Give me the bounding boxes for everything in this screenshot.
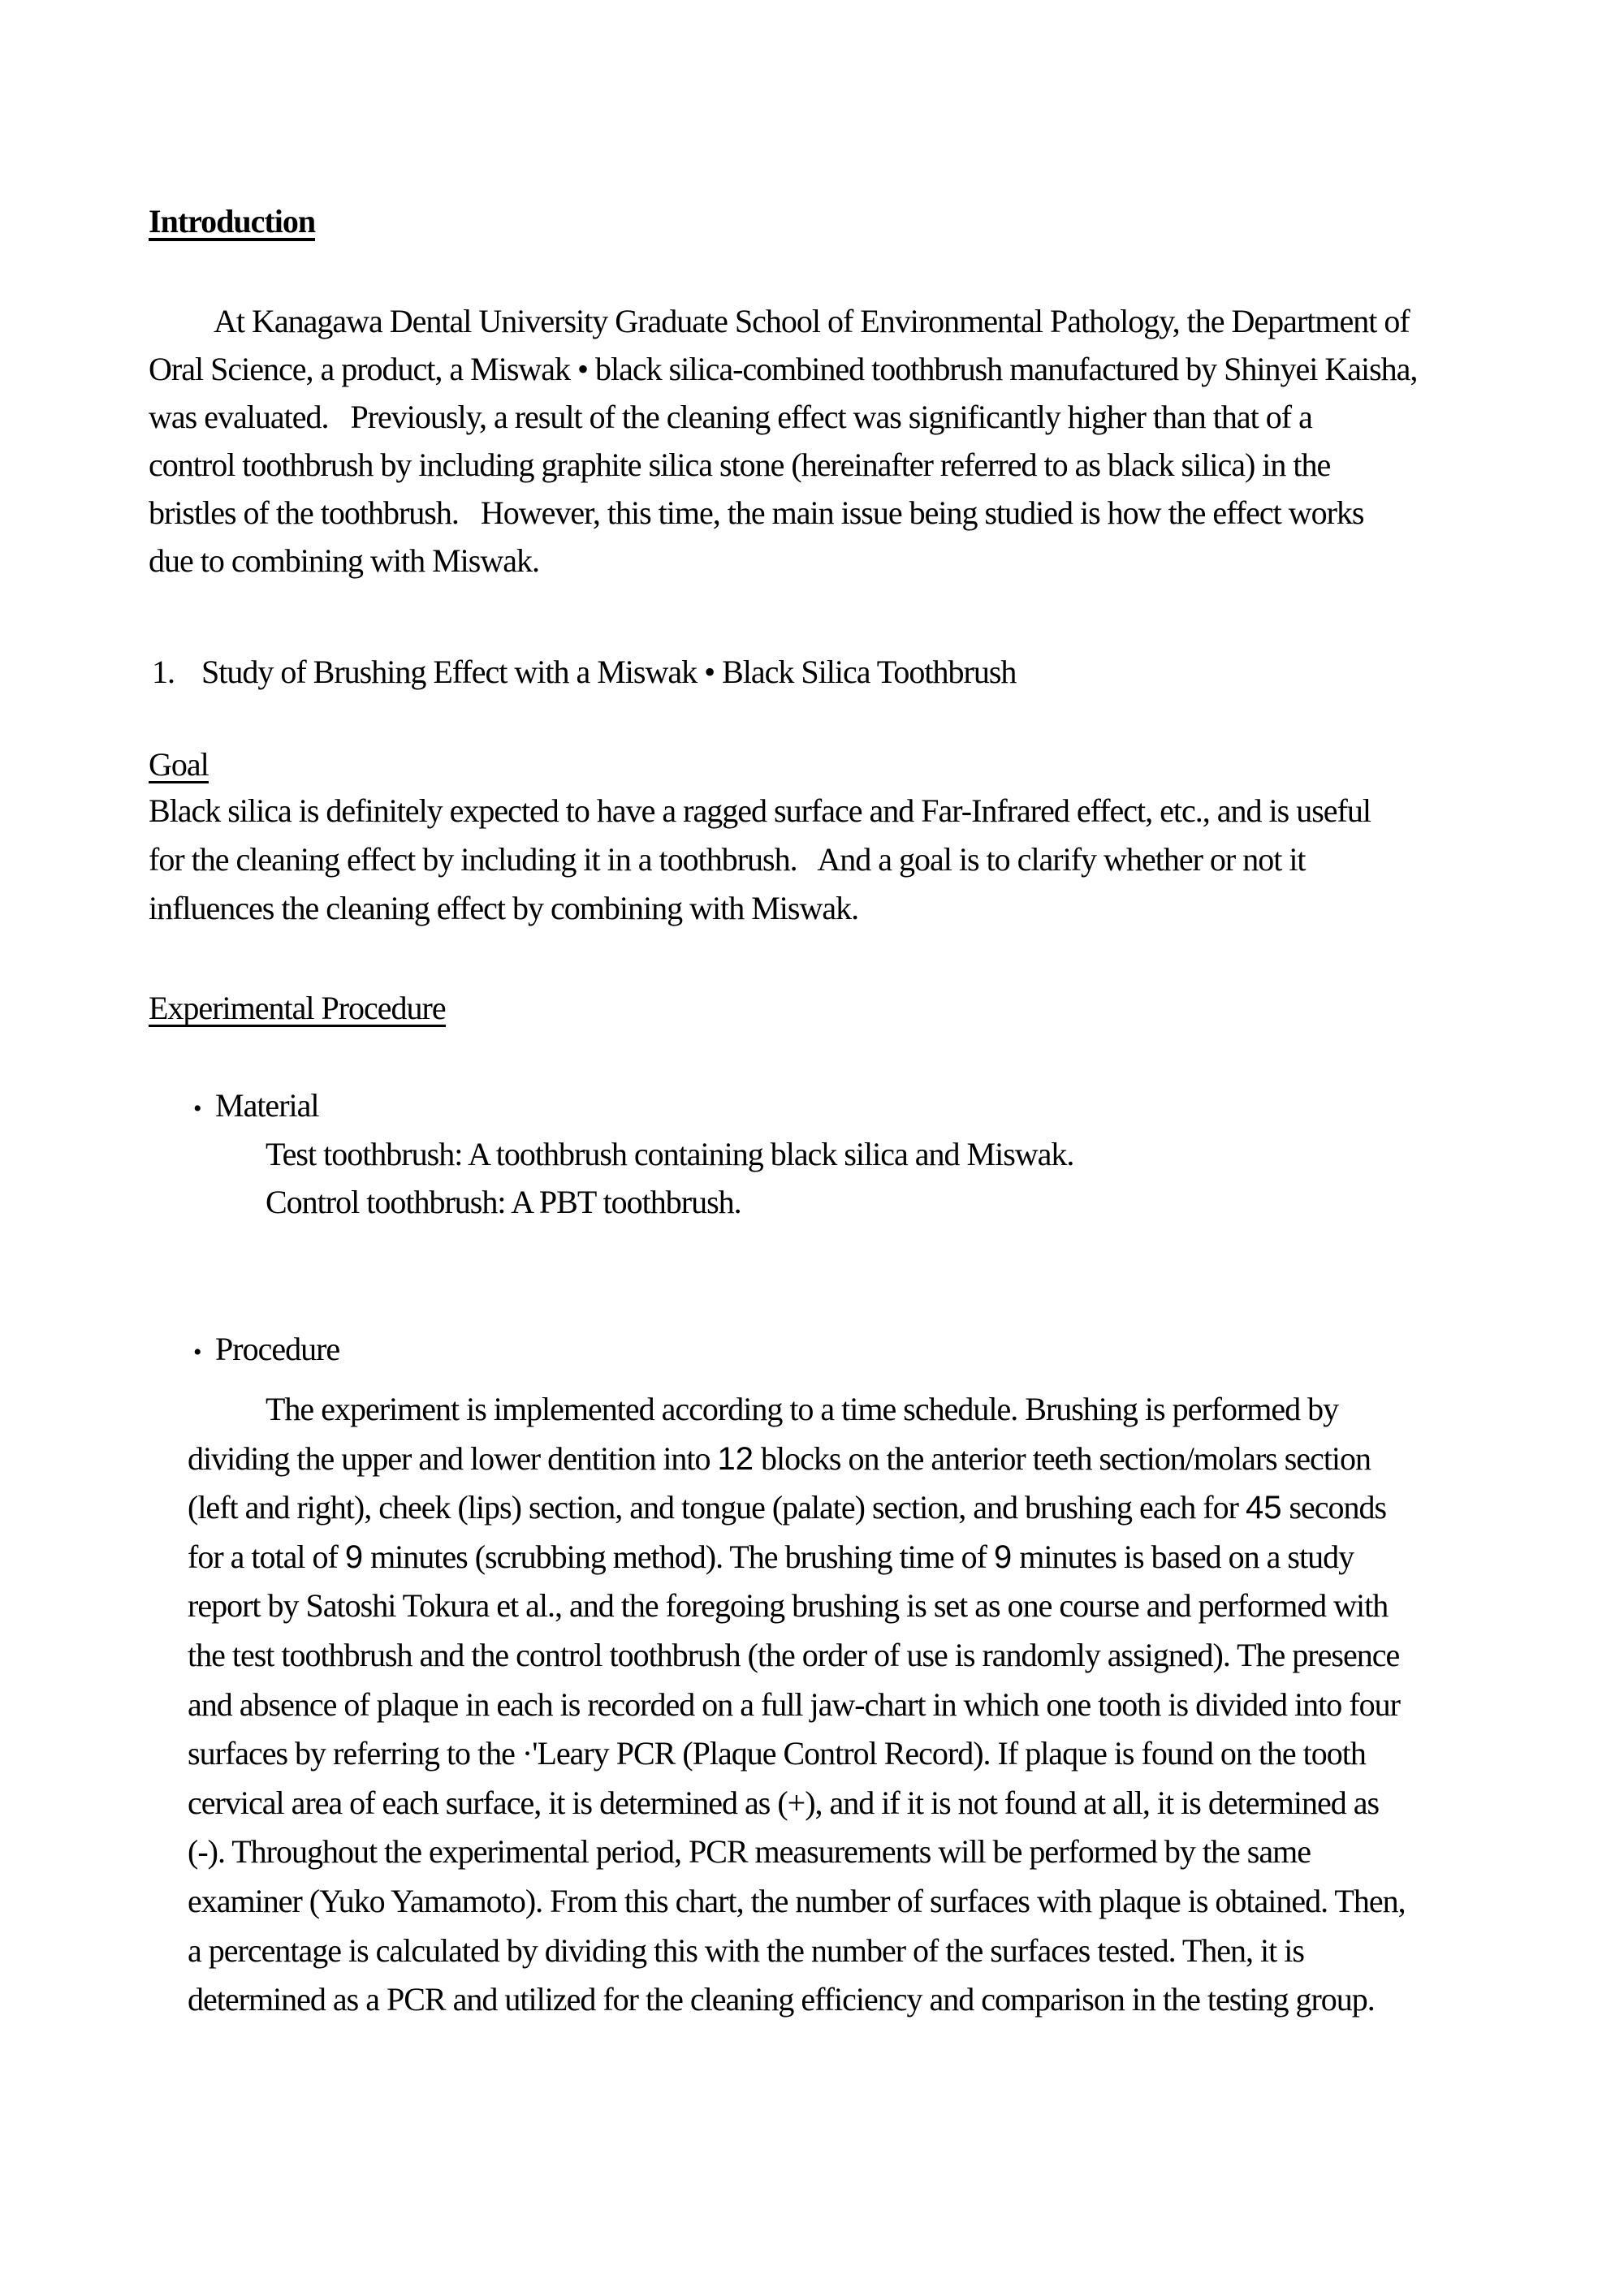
- text-line: for a total of 9 minutes (scrubbing method). The brushing time of 9 minutes is based on a study: [188, 1538, 1354, 1575]
- procedure-label: Procedure: [215, 1331, 340, 1367]
- procedure-paragraph: [188, 1385, 1406, 2025]
- section1-number: 1.: [152, 654, 175, 690]
- experimental-heading-text: Experimental Procedure: [149, 990, 446, 1026]
- material-item: [193, 1081, 319, 1133]
- text-line: a percentage is calculated by dividing this with the number of the surfaces tested. Then, it is: [188, 1931, 1304, 1969]
- text-line: Oral Science, a product, a Miswak • black silica-combined toothbrush manufactured by Shinyei Kaisha,: [149, 351, 1418, 387]
- material-sub-list: [266, 1130, 1073, 1226]
- bullet-icon: •: [193, 1339, 201, 1366]
- text-line: (left and right), cheek (lips) section, and tongue (palate) section, and brushing each for 45 seconds: [188, 1489, 1387, 1526]
- intro-heading-text: Introduction: [149, 203, 316, 240]
- text-line: report by Satoshi Tokura et al., and the foregoing brushing is set as one course and performed with: [188, 1587, 1389, 1625]
- text-line: The experiment is implemented according to a time schedule. Brushing is performed by: [266, 1391, 1339, 1427]
- experimental-heading: [149, 992, 446, 1027]
- text-line: examiner (Yuko Yamamoto). From this chart, the number of surfaces with plaque is obtained. Then,: [188, 1882, 1406, 1919]
- section1-title: Study of Brushing Effect with a Miswak • Black Silica Toothbrush: [201, 654, 1017, 690]
- text-line: control toothbrush by including graphite silica stone (hereinafter referred to as black silica) in the: [149, 447, 1331, 483]
- text-line: determined as a PCR and utilized for the cleaning efficiency and comparison in the testing group.: [188, 1981, 1375, 2018]
- section1-heading: [152, 648, 1016, 697]
- text-line: influences the cleaning effect by combining with Miswak.: [149, 890, 859, 926]
- text-line: for the cleaning effect by including it in a toothbrush. And a goal is to clarify whether or not it: [149, 841, 1306, 878]
- material-label: Material: [215, 1087, 319, 1124]
- intro-paragraph: [149, 297, 1417, 585]
- text-line: dividing the upper and lower dentition into 12 blocks on the anterior teeth section/molars section: [188, 1439, 1371, 1477]
- procedure-item: [193, 1325, 339, 1377]
- text-line: the test toothbrush and the control toothbrush (the order of use is randomly assigned). The presence: [188, 1636, 1400, 1673]
- text-line: bristles of the toothbrush. However, this time, the main issue being studied is how the effect works: [149, 494, 1364, 531]
- bullet-icon: •: [193, 1095, 201, 1122]
- text-line: was evaluated. Previously, a result of the cleaning effect was significantly higher than that of a: [149, 399, 1312, 435]
- text-line: Control toothbrush: A PBT toothbrush.: [266, 1184, 741, 1220]
- text-line: (-). Throughout the experimental period, PCR measurements will be performed by the same: [188, 1833, 1311, 1871]
- text-line: and absence of plaque in each is recorded on a full jaw-chart in which one tooth is divided into four: [188, 1685, 1400, 1723]
- text-line: At Kanagawa Dental University Graduate School of Environmental Pathology, the Department of: [214, 303, 1410, 339]
- goal-heading: [149, 746, 209, 783]
- text-line: cervical area of each surface, it is determined as (+), and if it is not found at all, it is determined as: [188, 1784, 1380, 1821]
- text-line: Test toothbrush: A toothbrush containing black silica and Miswak.: [266, 1136, 1074, 1172]
- text-line: due to combining with Miswak.: [149, 542, 539, 579]
- text-line: Black silica is definitely expected to have a ragged surface and Far-Infrared effect, etc., and is useful: [149, 792, 1371, 829]
- intro-heading: [149, 205, 315, 241]
- goal-paragraph: [149, 787, 1371, 933]
- text-line: surfaces by referring to the ·'Leary PCR (Plaque Control Record). If plaque is found on the tooth: [188, 1735, 1366, 1772]
- goal-heading-text: Goal: [149, 746, 209, 783]
